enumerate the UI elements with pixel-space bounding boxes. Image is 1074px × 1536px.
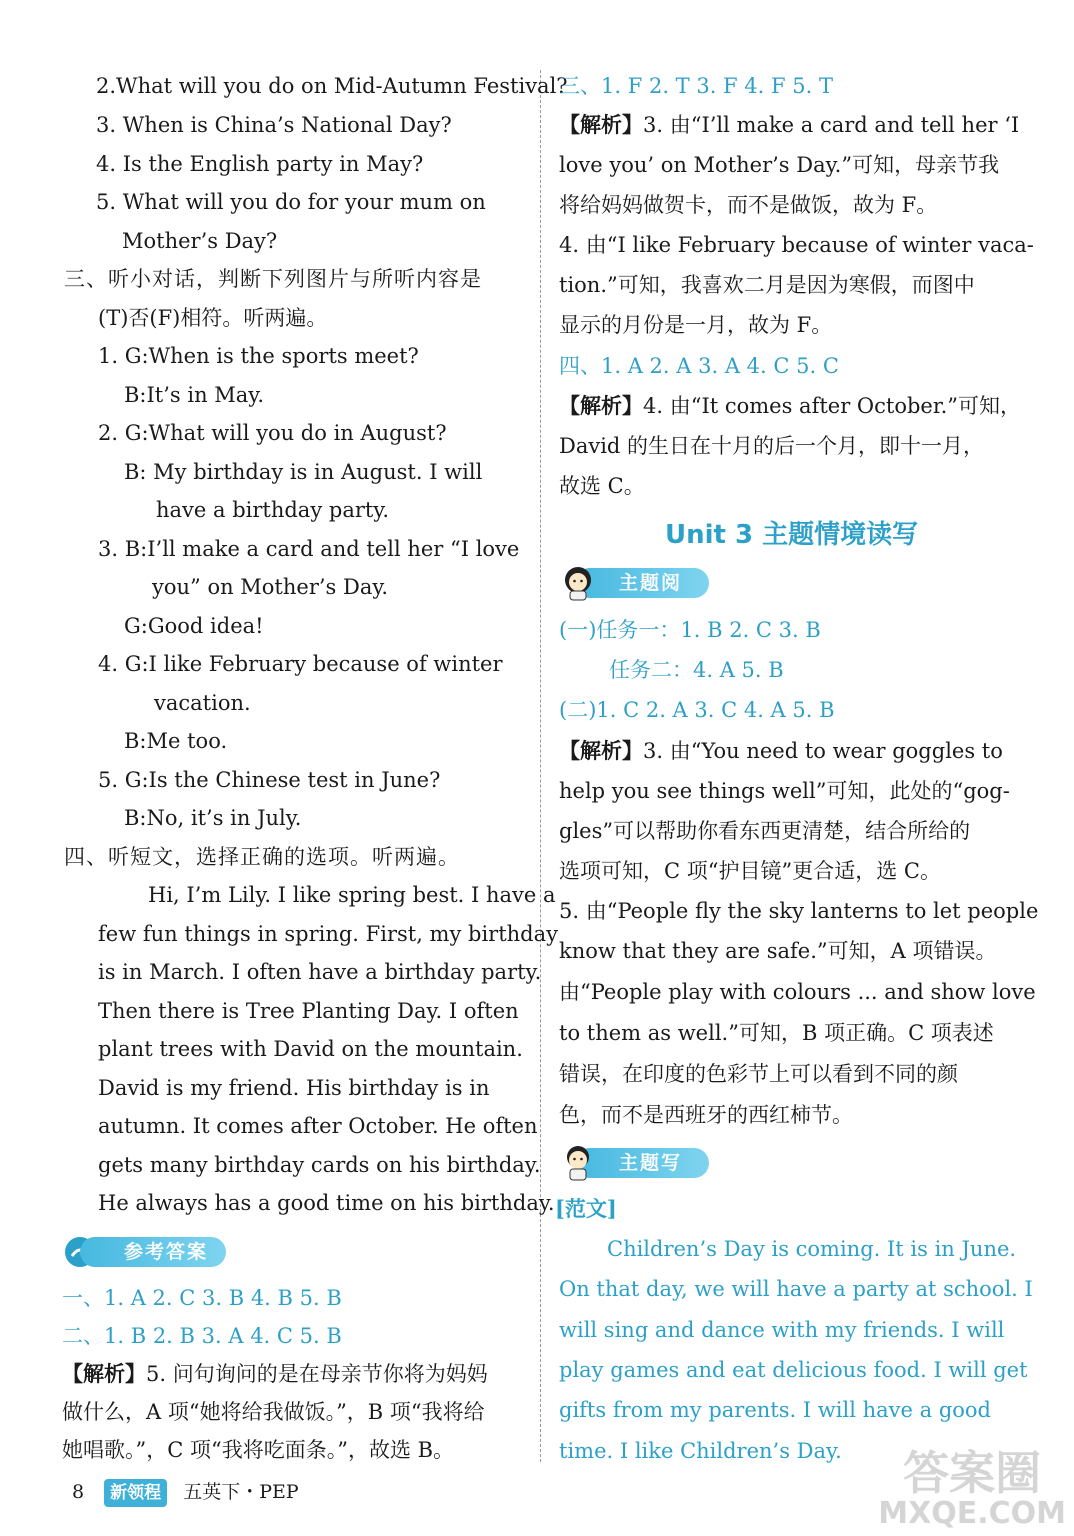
watermark-text: 答案圈: [903, 1446, 1042, 1500]
analysis-text: 5. 问句询问的是在母亲节你将为妈妈: [146, 1362, 488, 1386]
analysis-label: 【解析】: [62, 1361, 146, 1386]
section4-title: 四、听短文，选择正确的选项。听两遍。: [64, 845, 460, 869]
reading-answers-3: (二)1. C 2. A 3. C 4. A 5. B: [559, 698, 835, 722]
dialogue-line: B:Me too.: [124, 729, 228, 753]
analysis-text: 她唱歌。”，C 项“我将吃面条。”，故选 B。: [62, 1438, 455, 1462]
passage-line: autumn. It comes after October. He often: [98, 1114, 538, 1138]
dialogue-line: B:No, it’s in July.: [124, 806, 302, 830]
dialogue-line: G:Good idea!: [124, 614, 264, 638]
question-2: 2.What will you do on Mid-Autumn Festival?: [96, 74, 568, 98]
page-number: 8: [72, 1481, 85, 1503]
section3-title: 三、听小对话，判断下列图片与所听内容是: [64, 267, 482, 291]
grade-label: 五英下・PEP: [183, 1481, 299, 1503]
watermark-url: MXQE.COM: [878, 1496, 1066, 1531]
analysis-text: David 的生日在十月的后一个月，即十一月，: [559, 434, 985, 458]
dialogue-line: 4. G:I like February because of winter: [98, 652, 503, 676]
essay-line: gifts from my parents. I will have a good: [559, 1398, 991, 1422]
passage-line: David is my friend. His birthday is in: [98, 1076, 490, 1100]
analysis-left: [62, 1360, 488, 1388]
passage-line: gets many birthday cards on his birthday.: [98, 1153, 541, 1177]
analysis-text: 错误，在印度的色彩节上可以看到不同的颜: [559, 1062, 958, 1086]
writing-banner-label: 主题写作: [575, 1148, 709, 1178]
analysis-label: 【解析】: [559, 112, 643, 137]
answers-part2: 二、1. B 2. B 3. A 4. C 5. B: [62, 1324, 342, 1348]
analysis-text: to them as well.”可知，B 项正确。C 项表述: [559, 1021, 994, 1045]
analysis-text: 3. 由“You need to wear goggles to: [643, 739, 1003, 763]
analysis-label: 【解析】: [559, 393, 643, 418]
dialogue-line: you” on Mother’s Day.: [152, 575, 389, 599]
analysis-text: 色，而不是西班牙的西红柿节。: [559, 1103, 853, 1127]
passage-line: He always has a good time on his birthday.: [98, 1191, 555, 1215]
analysis-4: [559, 392, 1021, 420]
essay-line: play games and eat delicious food. I will get: [559, 1358, 1028, 1382]
unit-title: Unit 3 主题情境读写: [665, 520, 919, 550]
dialogue-line: B:It’s in May.: [124, 383, 265, 407]
answers-part1: 一、1. A 2. C 3. B 4. B 5. B: [62, 1286, 342, 1310]
analysis-label: 【解析】: [559, 738, 643, 763]
essay-line: will sing and dance with my friends. I will: [559, 1318, 1005, 1342]
passage-line: is in March. I often have a birthday party.: [98, 960, 542, 984]
reading-banner-label: 主题阅读: [575, 568, 709, 598]
analysis-3: [559, 111, 1019, 139]
passage-line: few fun things in spring. First, my birthday: [98, 922, 558, 946]
boy-avatar-icon: [559, 1143, 597, 1181]
analysis-text: 5. 由“People fly the sky lanterns to let people: [559, 899, 1039, 923]
answers-part4: 四、1. A 2. A 3. A 4. C 5. C: [559, 354, 839, 378]
page-footer: [72, 1478, 299, 1507]
reading-answers-2: 任务二：4. A 5. B: [609, 658, 784, 682]
dialogue-line: vacation.: [154, 691, 251, 715]
girl-avatar-icon: [559, 563, 597, 601]
model-essay-label: [范文]: [555, 1196, 617, 1221]
essay-line: On that day, we will have a party at school. I: [559, 1277, 1033, 1301]
watermark: [878, 1448, 1066, 1530]
analysis-text: love you’ on Mother’s Day.”可知，母亲节我: [559, 153, 1000, 177]
analysis-text: 由“People play with colours ... and show love: [559, 980, 1036, 1004]
writing-banner: [559, 1143, 709, 1204]
passage-line: Then there is Tree Planting Day. I often: [98, 999, 519, 1023]
section3-title-cont: (T)否(F)相符。听两遍。: [98, 306, 328, 330]
analysis-reading: [559, 737, 1003, 765]
reading-answers-1: (一)任务一：1. B 2. C 3. B: [559, 618, 821, 642]
analysis-text: 3. 由“I’ll make a card and tell her ‘I: [643, 113, 1020, 137]
dialogue-line: 2. G:What will you do in August?: [98, 421, 447, 445]
passage-line: Hi, I’m Lily. I like spring best. I have a: [148, 883, 556, 907]
analysis-text: 将给妈妈做贺卡，而不是做饭，故为 F。: [559, 193, 938, 217]
answers-part3: 三、1. F 2. T 3. F 4. F 5. T: [559, 74, 833, 98]
dialogue-line: 1. G:When is the sports meet?: [98, 344, 419, 368]
passage-line: plant trees with David on the mountain.: [98, 1037, 523, 1061]
analysis-text: 显示的月份是一月，故为 F。: [559, 313, 833, 337]
analysis-text: 4. 由“I like February because of winter vaca-: [559, 233, 1034, 257]
question-5-cont: Mother’s Day?: [122, 229, 278, 253]
question-4: 4. Is the English party in May?: [96, 152, 424, 176]
analysis-text: know that they are safe.”可知，A 项错误。: [559, 939, 997, 963]
analysis-text: 选项可知，C 项“护目镜”更合适，选 C。: [559, 859, 941, 883]
brand-logo: 新领程: [104, 1479, 167, 1507]
column-divider: [540, 70, 541, 1462]
analysis-text: 做什么，A 项“她将给我做饭。”，B 项“我将给: [62, 1400, 485, 1424]
answer-banner: [64, 1236, 239, 1268]
dialogue-line: have a birthday party.: [156, 498, 390, 522]
analysis-text: gles”可以帮助你看东西更清楚，结合所给的: [559, 819, 971, 843]
essay-line: Children’s Day is coming. It is in June.: [607, 1237, 1017, 1261]
analysis-text: 故选 C。: [559, 474, 645, 498]
question-5: 5. What will you do for your mum on: [96, 190, 486, 214]
answer-banner-label: 参考答案: [80, 1237, 226, 1267]
analysis-text: 4. 由“It comes after October.”可知，: [643, 394, 1021, 418]
analysis-text: help you see things well”可知，此处的“gog-: [559, 779, 1010, 803]
dialogue-line: 3. B:I’ll make a card and tell her “I love: [98, 537, 520, 561]
dialogue-line: B: My birthday is in August. I will: [124, 460, 483, 484]
essay-line: time. I like Children’s Day.: [559, 1439, 842, 1463]
analysis-text: tion.”可知，我喜欢二月是因为寒假，而图中: [559, 273, 975, 297]
reading-banner: [559, 563, 709, 624]
dialogue-line: 5. G:Is the Chinese test in June?: [98, 768, 441, 792]
question-3: 3. When is China’s National Day?: [96, 113, 452, 137]
